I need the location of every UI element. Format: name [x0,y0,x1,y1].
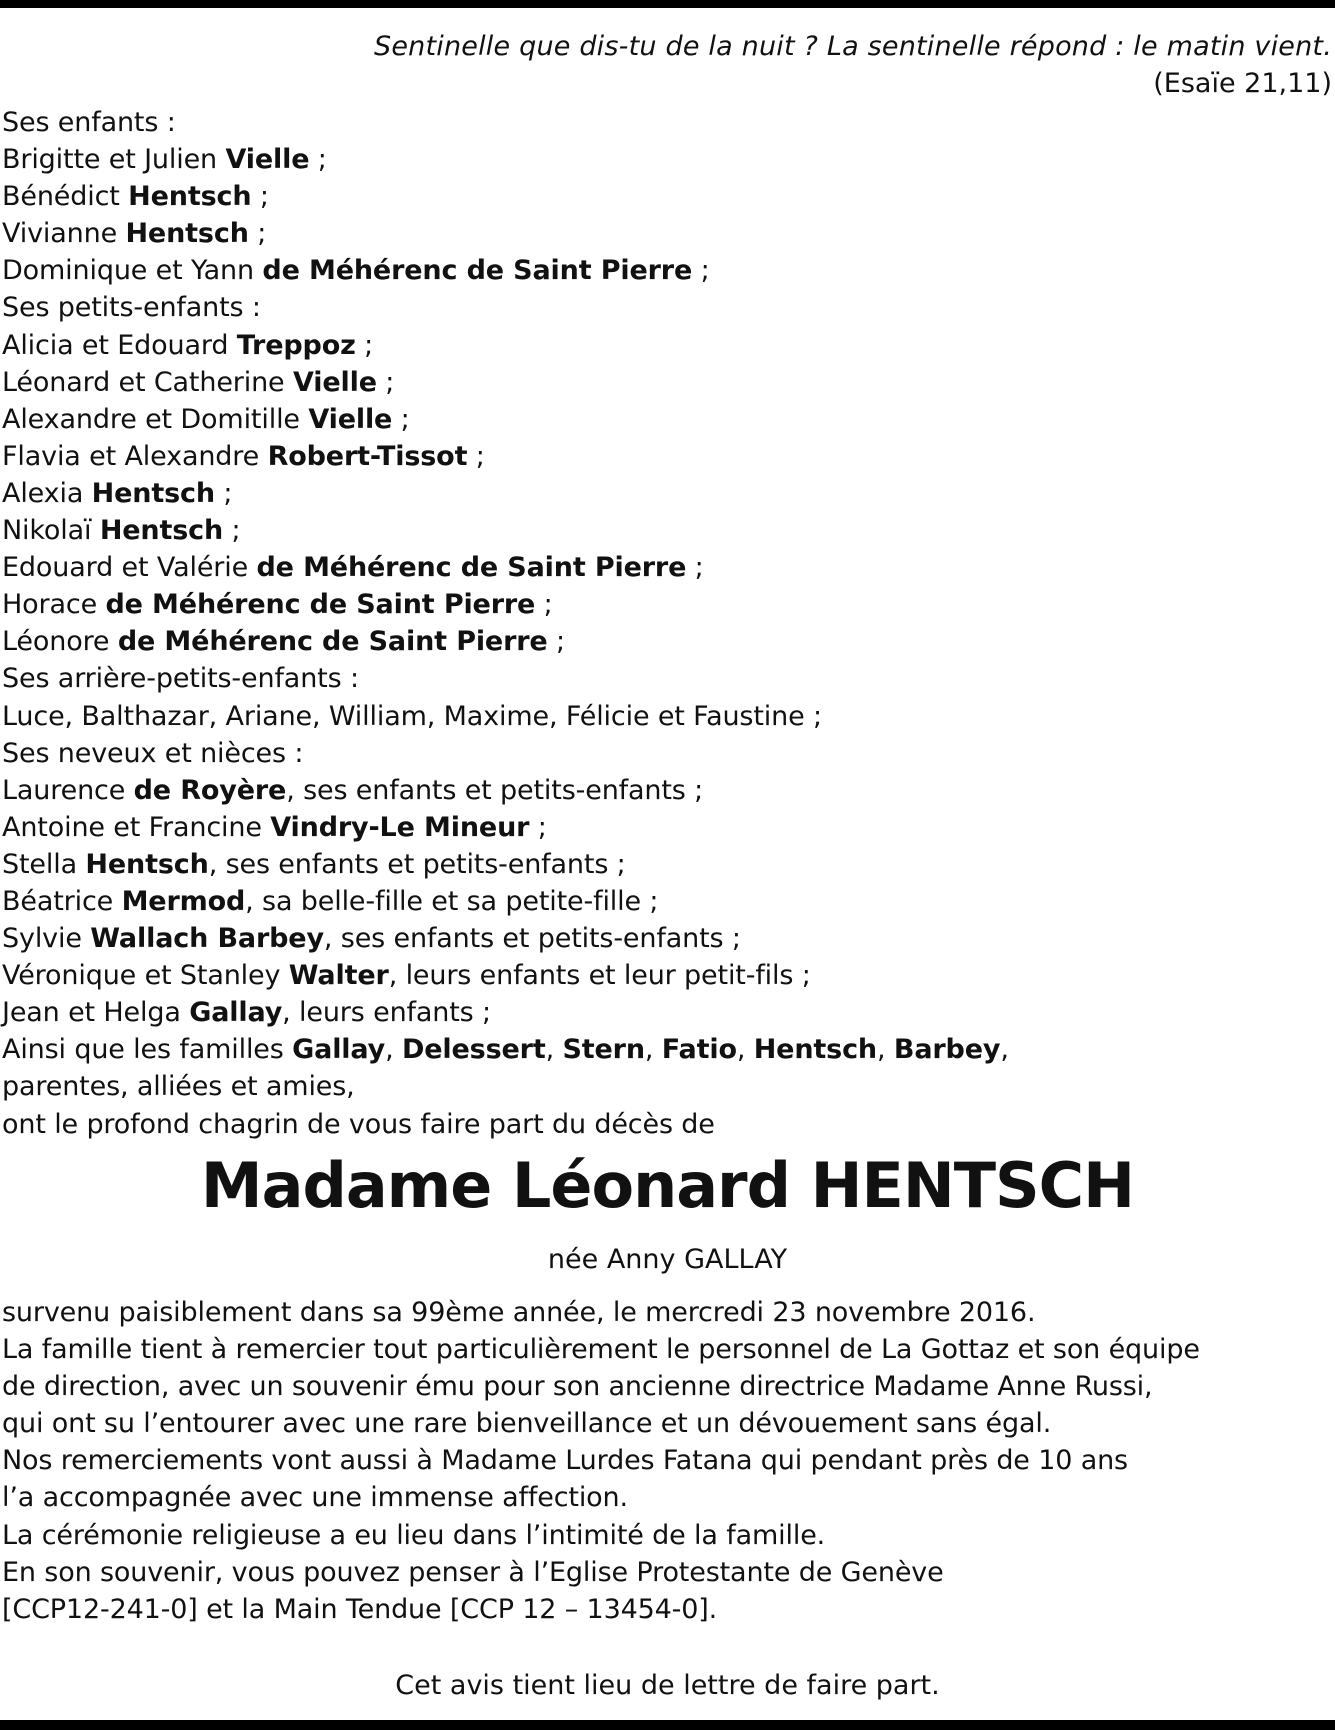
family-surname: Walter [288,960,389,992]
family-text: ont le profond chagrin de vous faire part du décès de [2,1108,715,1140]
family-surname: Hentsch [753,1034,878,1066]
family-surname: Gallay [189,997,283,1029]
family-line [2,215,1322,252]
family-surname: de Méhérenc de Saint Pierre [262,255,693,287]
family-text: Antoine et Francine [2,811,271,843]
family-line [2,957,1322,994]
family-surname: Hentsch [85,848,209,880]
family-text: ; [392,403,410,435]
family-text: , leurs enfants ; [282,997,491,1029]
family-surname: Mermod [121,885,246,917]
closing-line: Nos remerciements vont aussi à Madame Lurdes Fatana qui pendant près de 10 ans [2,1445,1128,1477]
family-text: , [545,1034,563,1066]
family-line [2,1068,1322,1105]
family-surname: Delessert [401,1034,546,1066]
final-note: Cet avis tient lieu de lettre de faire part. [395,1670,940,1701]
family-text: Stella [2,848,86,880]
family-line [2,809,1322,846]
family-text: Sylvie [2,923,91,955]
closing-line: En son souvenir, vous pouvez penser à l’Eglise Protestante de Genève [2,1556,944,1588]
family-text: Ainsi que les familles [2,1034,293,1066]
bottom-rule [0,1720,1335,1730]
closing-line: survenu paisiblement dans sa 99ème année, le mercredi 23 novembre 2016. [2,1297,1036,1328]
family-surname: Gallay [292,1034,386,1066]
family-text: , sa belle-fille et sa petite-fille ; [245,885,659,917]
family-text: Brigitte et Julien [2,144,226,176]
family-line [2,735,1322,772]
closing-line: l’a accompagnée avec une immense affection. [2,1482,628,1514]
family-line [2,772,1322,809]
family-text: Vivianne [2,218,126,250]
family-line [2,104,1322,141]
family-text: , [644,1034,662,1066]
family-surname: Vielle [225,144,310,176]
family-line [2,1031,1322,1068]
family-surname: de Royère [133,774,287,806]
family-surname: Vielle [308,403,393,435]
family-text: , ses enfants et petits-enfants ; [286,774,704,806]
family-text: ; [686,552,704,584]
family-line [2,660,1322,697]
family-list [2,104,1322,1143]
family-text: Ses petits-enfants : [2,292,261,324]
family-surname: Wallach Barbey [90,923,324,955]
family-text: Edouard et Valérie [2,552,257,584]
family-line [2,178,1322,215]
family-surname: Barbey [893,1034,1001,1066]
family-line [2,846,1322,883]
family-text: ; [547,626,565,658]
family-surname: Robert-Tissot [267,440,468,472]
family-text: ; [529,811,547,843]
family-line [2,623,1322,660]
closing-text [2,1294,1322,1628]
family-text: Véronique et Stanley [2,960,289,992]
family-text: ; [467,440,485,472]
family-text: , ses enfants et petits-enfants ; [323,923,741,955]
family-text: Léonard et Catherine [2,366,293,398]
family-line [2,586,1322,623]
family-line [2,289,1322,326]
family-text: Ses arrière-petits-enfants : [2,663,359,695]
family-text: ; [248,218,267,250]
closing-line: La cérémonie religieuse a eu lieu dans l’intimité de la famille. [2,1519,826,1551]
family-surname: Hentsch [99,515,224,547]
family-text: Léonore [2,626,118,658]
family-text: , [1000,1034,1009,1066]
family-line [2,994,1322,1031]
family-text: ; [535,589,553,621]
epigraph-quote: Sentinelle que dis-tu de la nuit ? La sentinelle répond : le matin vient. [374,31,1332,62]
family-surname: Hentsch [125,218,249,250]
closing-line: La famille tient à remercier tout particulièrement le personnel de La Gottaz et son équipe [2,1334,1200,1366]
family-text: Flavia et Alexandre [2,440,268,472]
family-text: , [385,1034,402,1066]
family-surname: Treppoz [236,329,356,361]
family-text: Horace [2,589,106,621]
family-text: ; [214,477,233,509]
family-text: Alexia [2,477,92,509]
family-text: ; [223,515,241,547]
family-text: Luce, Balthazar, Ariane, William, Maxime, Félicie et Faustine ; [2,700,822,732]
family-surname: Vielle [292,366,377,398]
family-text: parentes, alliées et amies, [2,1071,355,1103]
family-surname: Hentsch [91,477,215,509]
family-text: Bénédict [2,181,129,213]
epigraph [32,28,1332,102]
family-line [2,920,1322,957]
family-text: ; [355,329,374,361]
family-text: ; [251,181,269,213]
closing-line: de direction, avec un souvenir ému pour son ancienne directrice Madame Anne Russi, [2,1371,1153,1403]
family-surname: Stern [562,1034,645,1066]
family-surname: Hentsch [128,181,252,213]
maiden-name: née Anny GALLAY [547,1244,788,1275]
family-text: Dominique et Yann [2,255,263,287]
family-surname: de Méhérenc de Saint Pierre [105,589,536,621]
family-surname: de Méhérenc de Saint Pierre [256,552,687,584]
family-text: Jean et Helga [2,997,190,1029]
family-text: , [877,1034,894,1066]
family-text: Ses enfants : [2,107,176,138]
family-text: ; [692,255,710,287]
epigraph-reference: (Esaïe 21,11) [1153,68,1332,99]
family-surname: Fatio [661,1034,737,1066]
family-text: Alicia et Edouard [2,329,237,361]
family-line [2,698,1322,735]
closing-line: qui ont su l’entourer avec une rare bienveillance et un dévouement sans égal. [2,1408,1052,1440]
family-line [2,401,1322,438]
family-line [2,883,1322,920]
family-text: , leurs enfants et leur petit-fils ; [388,960,811,992]
family-line [2,549,1322,586]
closing-line: [CCP12-241-0] et la Main Tendue [CCP 12 – 13454-0]. [2,1593,718,1625]
family-text: Nikolaï [2,515,100,547]
family-surname: Vindry-Le Mineur [270,811,530,843]
family-line [2,252,1322,289]
family-text: , [736,1034,754,1066]
family-text: Béatrice [2,885,122,917]
family-text: , ses enfants et petits-enfants ; [208,848,626,880]
family-line [2,327,1322,364]
family-line [2,475,1322,512]
family-text: Laurence [2,774,134,806]
family-line [2,1106,1322,1143]
top-rule [0,0,1335,8]
family-text: ; [376,366,395,398]
family-text: Ses neveux et nièces : [2,737,304,769]
family-line [2,512,1322,549]
family-line [2,141,1322,178]
family-text: ; [309,144,327,176]
family-line [2,438,1322,475]
deceased-name: Madame Léonard HENTSCH [200,1149,1135,1222]
family-surname: de Méhérenc de Saint Pierre [117,626,548,658]
family-text: Alexandre et Domitille [2,403,309,435]
family-line [2,364,1322,401]
